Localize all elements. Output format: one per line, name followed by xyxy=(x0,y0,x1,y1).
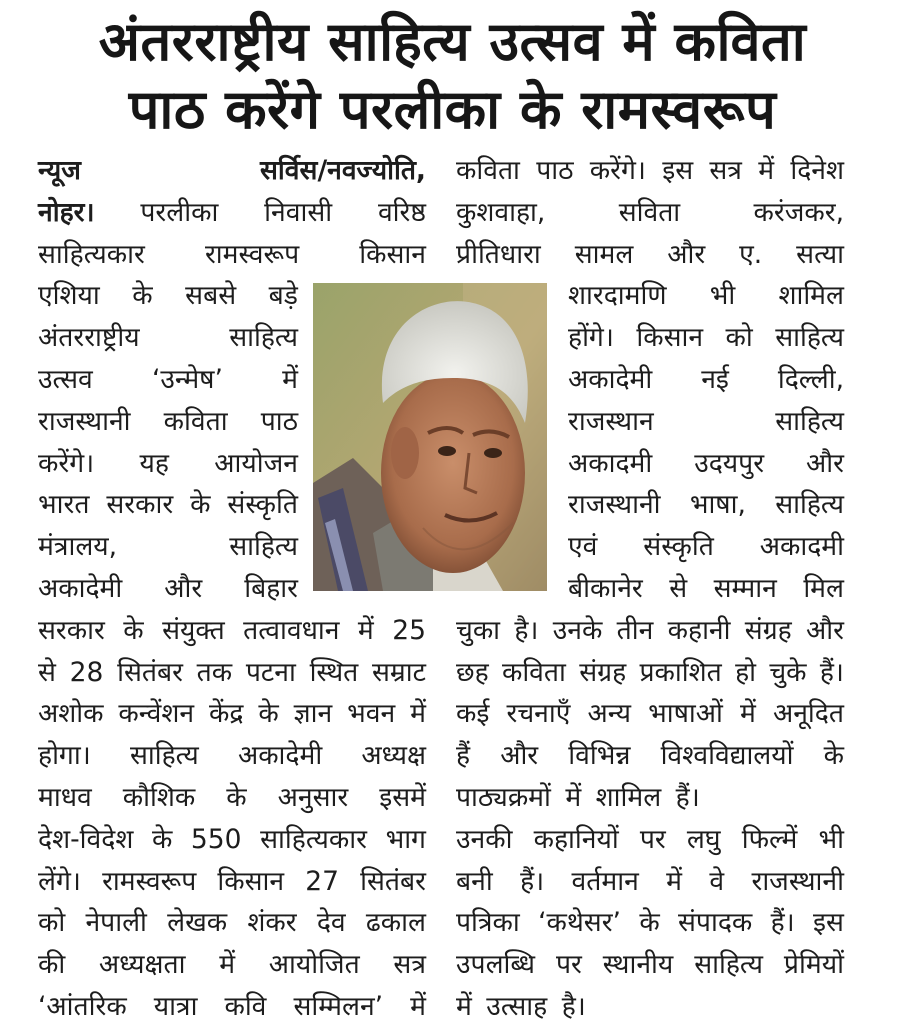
word: उदयपुर xyxy=(694,447,765,479)
word: में xyxy=(219,949,236,981)
text-line xyxy=(568,402,844,442)
word: यह xyxy=(139,447,169,479)
word: नेपाली xyxy=(85,907,147,939)
word: सम्मिलन’ xyxy=(293,991,384,1022)
word: संग्रह xyxy=(579,656,627,688)
word: संस्कृति xyxy=(227,489,298,521)
word: उनके xyxy=(552,614,603,646)
word: अकादेमी xyxy=(38,573,123,604)
word: बनी xyxy=(456,865,493,897)
word: उत्साह xyxy=(486,991,548,1022)
word: फिल्में xyxy=(741,823,798,855)
word: करेंगे। xyxy=(589,155,646,186)
word: तत्वावधान xyxy=(243,614,340,646)
word: ‘कथेसर’ xyxy=(538,907,621,939)
text-line xyxy=(38,318,298,358)
text-line xyxy=(38,694,426,734)
word: एशिया xyxy=(38,280,100,312)
word: राजस्थानी xyxy=(38,405,131,437)
word: न्यूज xyxy=(38,155,81,186)
word: दिनेश xyxy=(790,155,844,186)
text-line xyxy=(568,485,844,525)
word: सम्मान xyxy=(713,573,777,604)
text-line xyxy=(38,945,426,985)
word: और xyxy=(164,573,203,604)
text-line xyxy=(456,736,844,776)
word: के xyxy=(258,698,279,730)
word: है। xyxy=(514,614,539,646)
word: संग्रह xyxy=(744,614,792,646)
word: देव xyxy=(316,907,346,939)
word: उनकी xyxy=(456,823,513,855)
word: को xyxy=(725,322,753,354)
word: देश-विदेश xyxy=(38,823,134,855)
word: अनूदित xyxy=(772,698,844,730)
word: में xyxy=(282,364,298,395)
word: होंगे। xyxy=(568,322,614,354)
word: पटना xyxy=(245,656,296,688)
text-line xyxy=(568,276,844,316)
word: रामस्वरूप xyxy=(102,865,197,897)
word: पर xyxy=(639,823,666,855)
word: इसमें xyxy=(379,782,426,813)
word: भाषा, xyxy=(689,489,746,521)
word: कई xyxy=(456,698,490,730)
word: एवं xyxy=(568,531,598,563)
word: अध्यक्षता xyxy=(98,949,186,981)
word: और xyxy=(806,447,844,479)
word: वरिष्ठ xyxy=(377,196,426,228)
word: संस्कृति xyxy=(643,531,714,563)
word: इस xyxy=(662,155,694,186)
word: शामिल xyxy=(778,280,844,312)
word: शामिल xyxy=(595,782,662,813)
text-line xyxy=(38,569,298,609)
word: में xyxy=(357,614,374,646)
word: सबसे xyxy=(185,280,237,312)
word: उपलब्धि xyxy=(456,949,536,981)
text-line xyxy=(38,485,298,525)
word: मिल xyxy=(803,573,844,604)
word: सितंबर xyxy=(360,865,426,897)
text-line xyxy=(456,653,844,693)
text-line xyxy=(456,151,844,191)
text-line xyxy=(38,444,298,484)
word: अकादमी xyxy=(759,531,844,563)
word: रामस्वरूप xyxy=(204,238,300,270)
word: होगा। xyxy=(38,740,91,772)
word: नोहर। xyxy=(38,196,95,228)
word: के xyxy=(151,823,173,855)
word: साहित्य xyxy=(694,949,763,981)
word: साहित्य xyxy=(229,322,298,354)
text-line xyxy=(38,820,426,860)
word: विश्वविद्यालयों xyxy=(660,740,794,772)
portrait-image xyxy=(313,283,547,591)
word: भवन xyxy=(347,698,396,730)
word: 550 xyxy=(190,823,242,855)
word: साहित्यकार xyxy=(38,238,145,270)
word: अशोक xyxy=(38,698,104,730)
text-line xyxy=(38,653,426,693)
word: किसान xyxy=(217,865,285,897)
word: शारदामणि xyxy=(568,280,667,312)
text-line xyxy=(38,527,298,567)
word: कन्वेंशन xyxy=(118,698,195,730)
word: प्रकाशित xyxy=(639,656,722,688)
text-line xyxy=(456,903,844,943)
word: सामल xyxy=(574,238,634,270)
word: सविता xyxy=(618,196,681,228)
text-line xyxy=(568,444,844,484)
word: ढकाल xyxy=(365,907,426,939)
word: शंकर xyxy=(247,907,297,939)
word: कविता xyxy=(501,656,566,688)
word: आयोजन xyxy=(214,447,298,479)
word: अध्यक्ष xyxy=(361,740,426,772)
word: को xyxy=(38,907,66,939)
text-line xyxy=(38,402,298,442)
word: माधव xyxy=(38,782,92,813)
word: हैं xyxy=(456,740,471,772)
word: केंद्र xyxy=(209,698,244,730)
word: वर्तमान xyxy=(571,865,639,897)
headline-line-2: पाठ करेंगे परलीका के रामस्वरूप xyxy=(128,78,777,141)
word: में xyxy=(410,698,426,730)
word: अकादेमी xyxy=(568,364,653,395)
word: पर xyxy=(555,949,582,981)
word: अंतरराष्ट्रीय xyxy=(38,322,140,354)
word: भी xyxy=(709,280,736,312)
text-line xyxy=(38,611,426,651)
word: स्थानीय xyxy=(602,949,674,981)
word: पाठ xyxy=(536,155,574,186)
word: लघु xyxy=(686,823,721,855)
word: और xyxy=(500,740,539,772)
word: अन्य xyxy=(587,698,631,730)
word: तीन xyxy=(616,614,654,646)
word: किसान xyxy=(636,322,704,354)
word: 28 xyxy=(69,656,104,688)
text-line xyxy=(568,318,844,358)
word: साहित्य xyxy=(775,405,844,437)
text-line xyxy=(456,862,844,902)
word: अकादमी xyxy=(568,447,653,479)
word: में xyxy=(456,991,472,1022)
word: साहित्य xyxy=(129,740,199,772)
word: के xyxy=(123,614,144,646)
word: पाठ्यक्रमों xyxy=(456,782,551,813)
word: परलीका xyxy=(140,196,219,228)
text-line xyxy=(38,276,298,316)
word: भाषाओं xyxy=(648,698,723,730)
word: करेंगे। xyxy=(38,447,95,479)
word: बड़े xyxy=(268,280,298,312)
word: ‘आंतरिक xyxy=(38,991,127,1022)
text-line xyxy=(568,569,844,609)
word: में xyxy=(565,782,582,813)
word: प्रेमियों xyxy=(783,949,844,981)
word: सत्र xyxy=(393,949,426,981)
word: में xyxy=(739,698,756,730)
word: ज्ञान xyxy=(293,698,333,730)
word: हैं। xyxy=(675,782,700,813)
word: भाग xyxy=(385,823,426,855)
word: कविता xyxy=(163,405,228,437)
word: साहित्य xyxy=(775,322,844,354)
word: कौशिक xyxy=(122,782,196,813)
word: से xyxy=(38,656,56,688)
word: बिहार xyxy=(244,573,298,604)
word: 25 xyxy=(392,614,426,646)
word: के xyxy=(226,782,247,813)
word: के xyxy=(190,489,211,521)
word: से xyxy=(669,573,688,604)
text-line xyxy=(38,862,426,902)
word: यात्रा xyxy=(153,991,198,1022)
text-line xyxy=(456,611,844,651)
word: चुका xyxy=(456,614,501,646)
word: सरकार xyxy=(106,489,174,521)
word: बीकानेर xyxy=(568,573,643,604)
word: पत्रिका xyxy=(456,907,520,939)
word: कुशवाहा, xyxy=(456,196,546,228)
text-line xyxy=(456,987,844,1027)
text-line xyxy=(568,527,844,567)
word: करंजकर, xyxy=(753,196,844,228)
word: चुके xyxy=(769,656,807,688)
word: भी xyxy=(818,823,844,855)
text-line xyxy=(38,778,426,818)
word: निवासी xyxy=(264,196,333,228)
word: संपादक xyxy=(678,907,753,939)
word: वे xyxy=(709,865,725,897)
word: संयुक्त xyxy=(162,614,225,646)
word: अनुसार xyxy=(277,782,349,813)
word: नई xyxy=(701,364,729,395)
word: ‘उन्मेष’ xyxy=(151,364,223,395)
text-line xyxy=(456,778,844,818)
word: सर्विस/नवज्योति, xyxy=(260,155,426,186)
text-line xyxy=(38,360,298,400)
word: में xyxy=(666,865,683,897)
text-line xyxy=(38,151,426,191)
word: सरकार xyxy=(38,614,105,646)
word: लेंगे। xyxy=(38,865,81,897)
word: रचनाएँ xyxy=(506,698,571,730)
word: के xyxy=(823,740,844,772)
word: साहित्यकार xyxy=(260,823,367,855)
word: कहानियों xyxy=(533,823,619,855)
word: हैं। xyxy=(520,865,545,897)
word: हो xyxy=(735,656,756,688)
word: सत्या xyxy=(796,238,844,270)
text-line xyxy=(568,360,844,400)
word: स्थित xyxy=(309,656,359,688)
text-line xyxy=(456,193,844,233)
word: कहानी xyxy=(667,614,731,646)
word: राजस्थान xyxy=(568,405,654,437)
text-line xyxy=(38,903,426,943)
word: दिल्ली, xyxy=(777,364,844,395)
word: लेखक xyxy=(167,907,228,939)
word: मंत्रालय, xyxy=(38,531,118,563)
word: राजस्थानी xyxy=(568,489,661,521)
word: है। xyxy=(561,991,586,1022)
word: प्रीतिधारा xyxy=(456,238,541,270)
word: में xyxy=(410,991,426,1022)
word: सत्र xyxy=(709,155,742,186)
word: कविता xyxy=(456,155,520,186)
word: में xyxy=(758,155,775,186)
word: भारत xyxy=(38,489,90,521)
text-line xyxy=(456,945,844,985)
headline-line-1: अंतरराष्ट्रीय साहित्य उत्सव में कविता xyxy=(98,10,807,73)
text-line xyxy=(38,193,426,233)
word: आयोजित xyxy=(268,949,360,981)
word: अकादेमी xyxy=(237,740,323,772)
word: इस xyxy=(813,907,844,939)
text-line xyxy=(456,235,844,275)
word: विभिन्न xyxy=(568,740,631,772)
text-line xyxy=(38,235,426,275)
word: सितंबर xyxy=(117,656,183,688)
word: और xyxy=(806,614,844,646)
word: और xyxy=(667,238,706,270)
headline xyxy=(0,8,905,144)
word: की xyxy=(38,949,66,981)
word: किसान xyxy=(359,238,426,270)
word: साहित्य xyxy=(775,489,844,521)
word: छह xyxy=(456,656,489,688)
word: राजस्थानी xyxy=(751,865,844,897)
word: हैं। xyxy=(770,907,795,939)
word: कवि xyxy=(224,991,267,1022)
word: के xyxy=(639,907,660,939)
word: साहित्य xyxy=(229,531,298,563)
text-line xyxy=(456,820,844,860)
word: ए. xyxy=(739,238,763,270)
word: के xyxy=(132,280,153,312)
text-line xyxy=(38,987,426,1027)
word: पाठ xyxy=(260,405,298,437)
word: हैं। xyxy=(819,656,844,688)
word: सम्राट xyxy=(371,656,426,688)
word: 27 xyxy=(305,865,339,897)
word: उत्सव xyxy=(38,364,93,395)
text-line xyxy=(38,736,426,776)
word: तक xyxy=(196,656,233,688)
portrait-photo xyxy=(313,283,547,591)
text-line xyxy=(456,694,844,734)
